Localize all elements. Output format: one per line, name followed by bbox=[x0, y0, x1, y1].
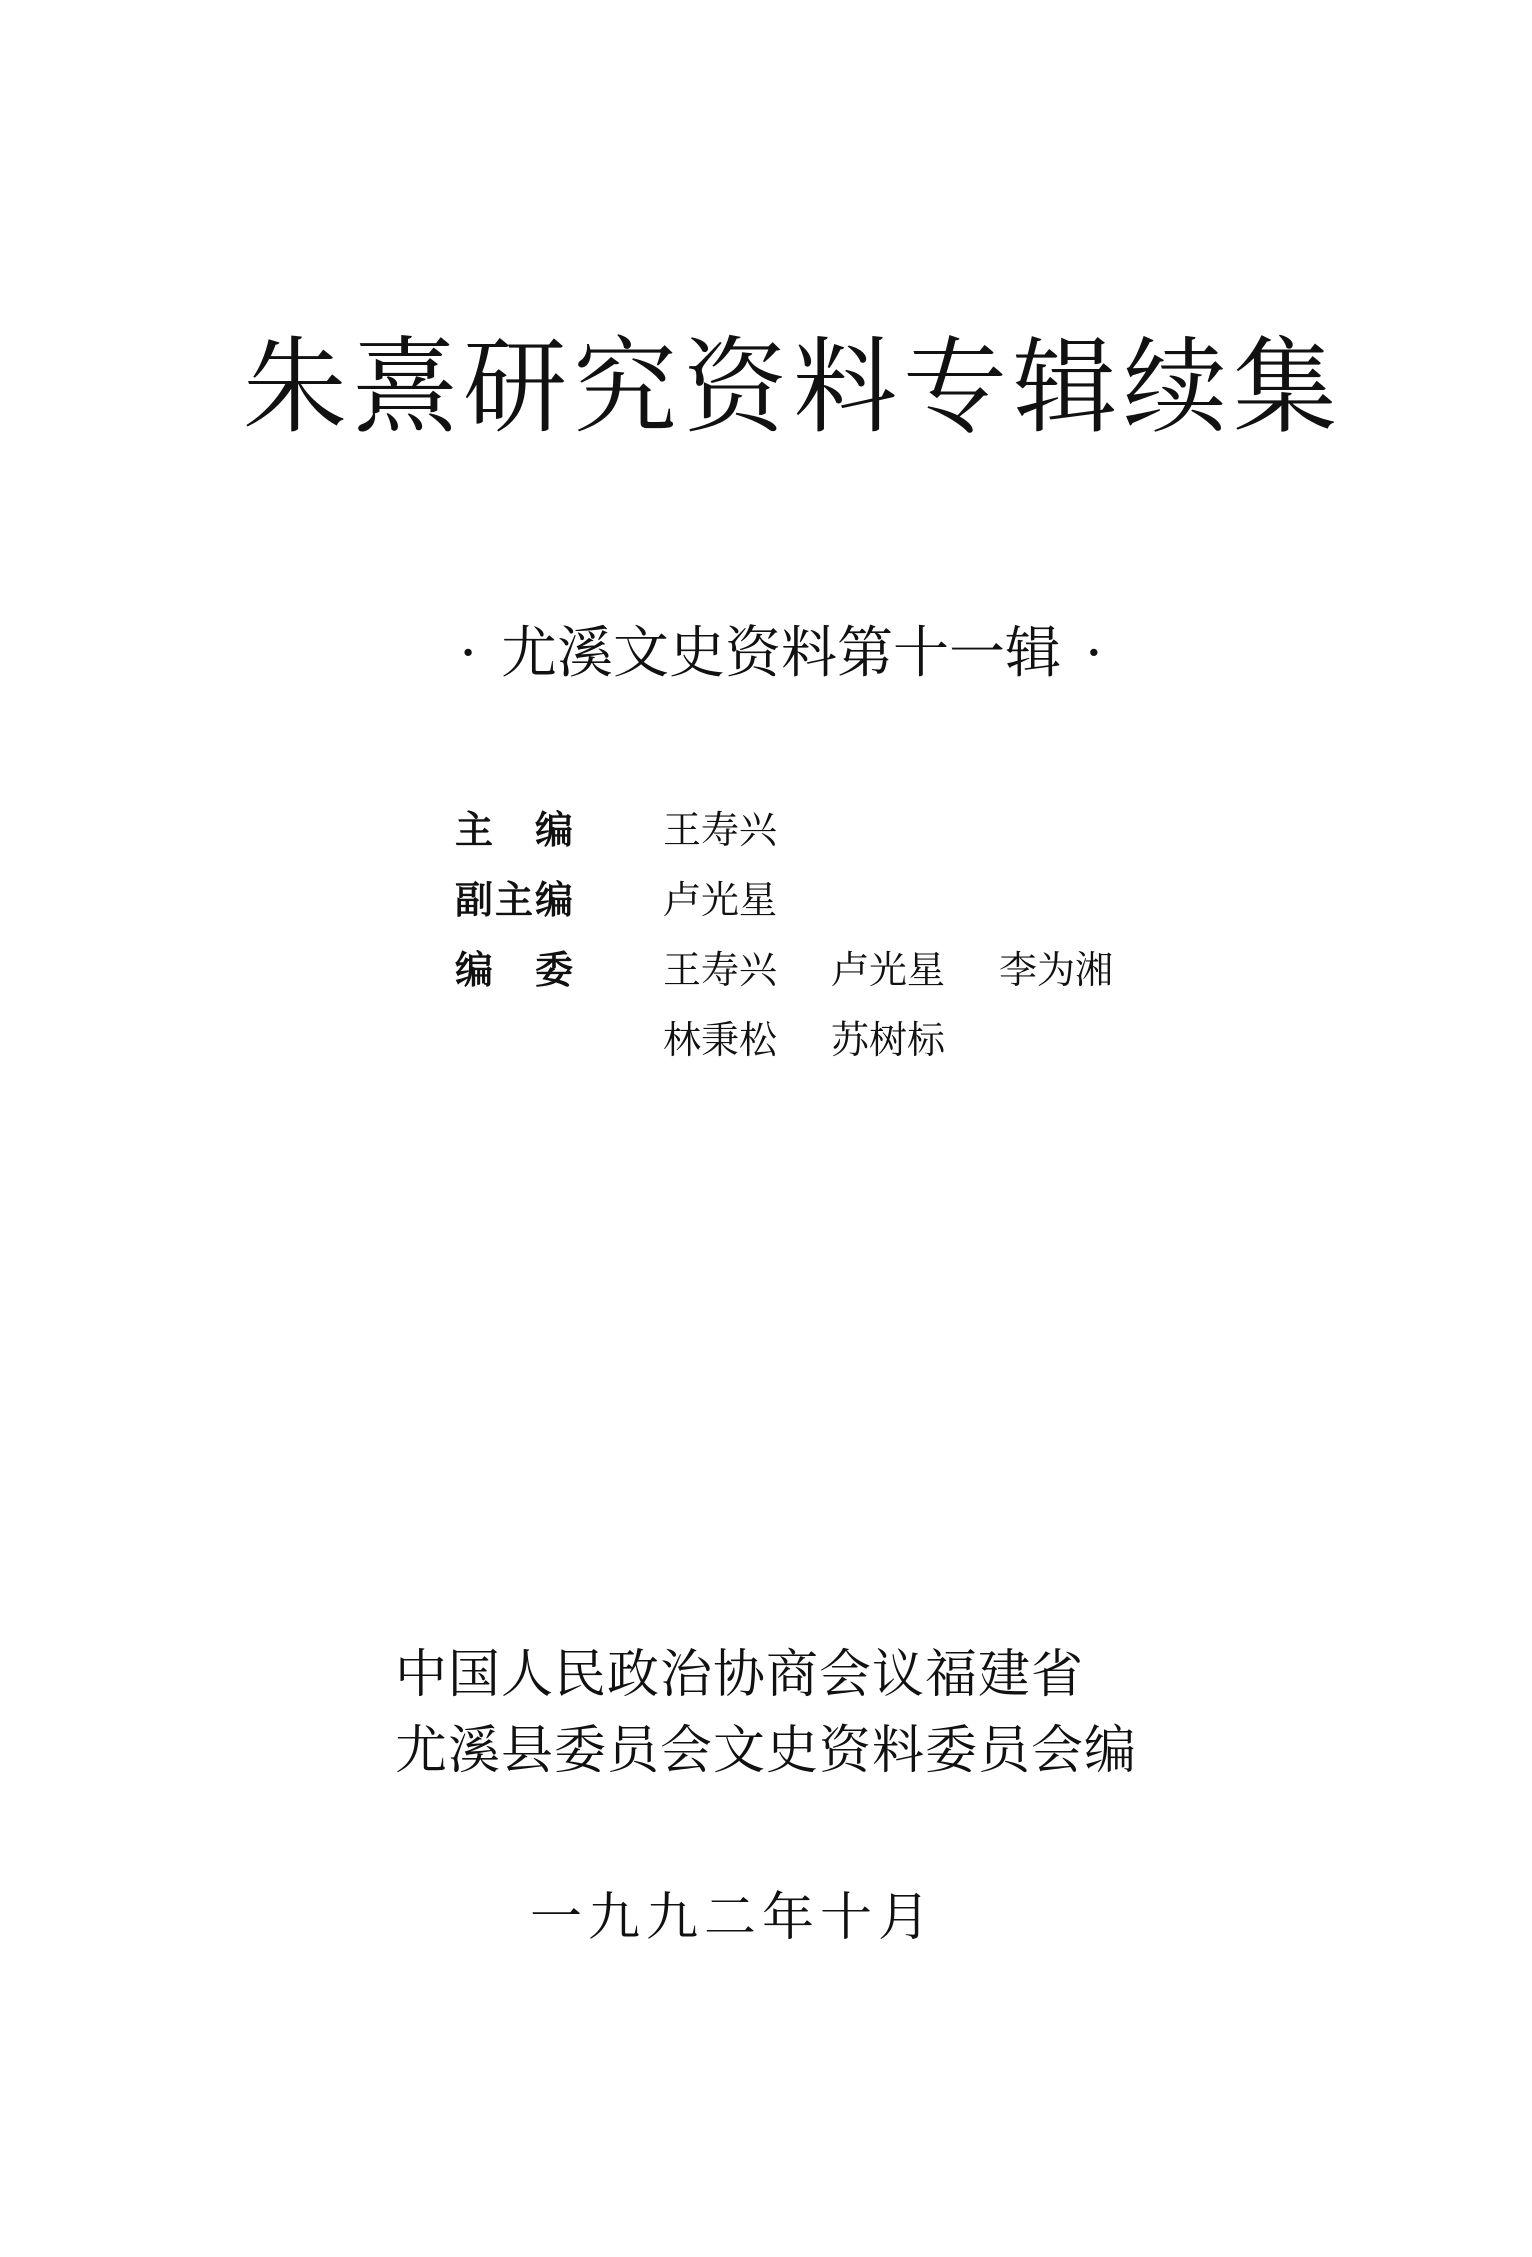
publisher-line-2: 尤溪县委员会文史资料委员会编 bbox=[395, 1721, 1138, 1781]
credit-role: 副主编 bbox=[455, 878, 576, 922]
credit-row-deputy-editor bbox=[455, 865, 1167, 935]
credit-row-chief-editor bbox=[455, 795, 1167, 865]
credit-name: 苏树标 bbox=[831, 1018, 946, 1062]
credit-names bbox=[663, 1005, 999, 1075]
series-dot-left: · bbox=[459, 621, 477, 686]
credit-row-editorial-board-cont bbox=[455, 1005, 1167, 1075]
credit-role: 编 委 bbox=[455, 948, 576, 992]
series-dot-right: · bbox=[1085, 621, 1103, 686]
credit-row-editorial-board bbox=[455, 935, 1167, 1005]
credit-name: 林秉松 bbox=[663, 1018, 778, 1062]
credit-name: 卢光星 bbox=[663, 878, 778, 922]
series-title: 尤溪文史资料第十一辑 bbox=[501, 621, 1061, 686]
credit-names bbox=[663, 865, 831, 935]
credit-names bbox=[663, 935, 1167, 1005]
credit-name: 李为湘 bbox=[999, 948, 1114, 992]
publisher-line-1: 中国人民政治协商会议福建省 bbox=[395, 1645, 1085, 1705]
credit-name: 王寿兴 bbox=[663, 808, 778, 852]
credit-name: 卢光星 bbox=[831, 948, 946, 992]
book-title: 朱熹研究资料专辑续集 bbox=[242, 326, 1343, 448]
credit-names bbox=[663, 795, 831, 865]
credit-role: 主 编 bbox=[455, 808, 576, 852]
editorial-credits bbox=[455, 795, 1167, 1075]
publication-date: 一九九二年十月 bbox=[530, 1888, 937, 1948]
credit-name: 王寿兴 bbox=[663, 948, 778, 992]
series-line bbox=[15, 620, 1532, 687]
publisher-block bbox=[395, 1637, 1137, 1789]
